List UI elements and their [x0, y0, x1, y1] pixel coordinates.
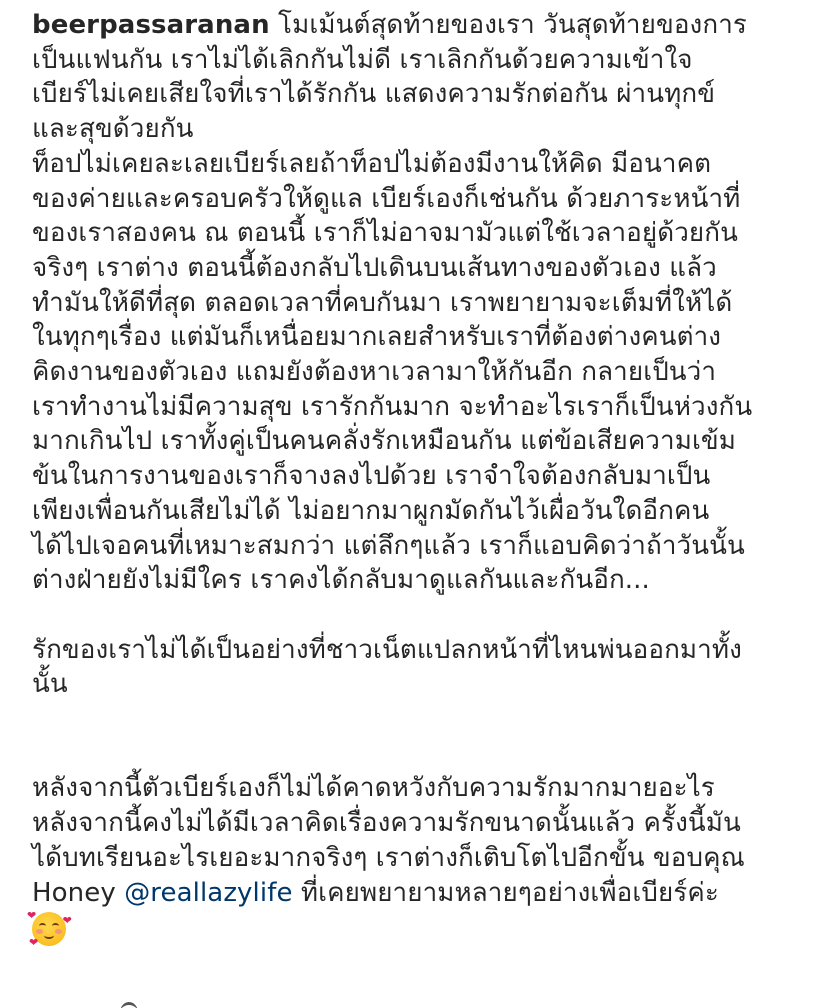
caption-line: หลังจากนี้ตัวเบียร์เองก็ไม่ได้คาดหวังกับความรักมากมายอะไร: [32, 773, 715, 804]
caption-line: ในทุกๆเรื่อง แต่มันก็เหนื่อยมากเลยสำหรับเราที่ต้องต่างคนต่าง: [32, 322, 722, 353]
caption-line: [32, 876, 802, 911]
post-caption: [27, 8, 802, 950]
paragraph-spacer: [32, 737, 802, 772]
caption-line: เพียงเพื่อนกันเสียไม่ได้ ไม่อยากมาผูกมัดกันไว้เผื่อวันใดอีกคน: [32, 495, 710, 526]
caption-line: [32, 8, 802, 43]
caption-line: ได้บทเรียนอะไรเยอะมากจริงๆ เราต่างก็เติบโตไปอีกขั้น ขอบคุณ: [32, 842, 745, 873]
caption-line: มากเกินไป เราทั้งคู่เป็นคนคลั่งรักเหมือนกัน แต่ข้อเสียความเข้ม: [32, 426, 737, 457]
caption-line: ต่างฝ่ายยังไม่มีใคร เราคงได้กลับมาดูแลกันและกันอีก...: [32, 565, 650, 596]
caption-line: ของเราสองคน ณ ตอนนี้ เราก็ไม่อาจมามัวแต่ใช้เวลาอยู่ด้วยกัน: [32, 218, 738, 249]
caption-line: นั้น: [32, 669, 68, 700]
caption-line: [27, 909, 802, 950]
caption-line: รักของเราไม่ได้เป็นอย่างที่ชาวเน็ตแปลกหน้าที่ไหนพ่นออกมาทั้ง: [32, 634, 742, 665]
caption-text: ที่เคยพยายามหลายๆอย่างเพื่อเบียร์ค่ะ: [292, 877, 719, 908]
cropped-text-fragment: [120, 1000, 160, 1008]
caption-line: จริงๆ เราต่าง ตอนนี้ต้องกลับไปเดินบนเส้นทางของตัวเอง แล้ว: [32, 252, 717, 283]
caption-line: ของค่ายและครอบครัวให้ดูแล เบียร์เองก็เช่นกัน ด้วยภาระหน้าที่: [32, 183, 741, 214]
username-link[interactable]: beerpassaranan: [32, 10, 270, 40]
caption-line: เป็นแฟนกัน เราไม่ได้เลิกกันไม่ดี เราเลิกกันด้วยความเข้าใจ: [32, 44, 693, 75]
caption-line: และสุขด้วยกัน: [32, 114, 194, 145]
smiling-face-with-hearts-icon: ❤ ❤ ❤: [27, 909, 72, 950]
caption-line: หลังจากนี้คงไม่ได้มีเวลาคิดเรื่องความรักขนาดนั้นแล้ว ครั้งนี้มัน: [32, 808, 741, 839]
caption-line: ท็อปไม่เคยละเลยเบียร์เลยถ้าท็อปไม่ต้องมีงานให้คิด มีอนาคต: [32, 148, 712, 179]
caption-text: โมเม้นต์สุดท้ายของเรา วันสุดท้ายของการ: [269, 10, 747, 40]
caption-text: Honey: [32, 877, 125, 908]
caption-line: ข้นในการงานของเราก็จางลงไปด้วย เราจำใจต้องกลับมาเป็น: [32, 461, 711, 492]
paragraph-spacer: [32, 702, 802, 737]
caption-line: เบียร์ไม่เคยเสียใจที่เราได้รักกัน แสดงความรักต่อกัน ผ่านทุกข์: [32, 79, 716, 110]
paragraph-spacer: [32, 598, 802, 633]
caption-line: เราทำงานไม่มีความสุข เรารักกันมาก จะทำอะไรเราก็เป็นห่วงกัน: [32, 391, 753, 422]
caption-line: คิดงานของตัวเอง แถมยังต้องหาเวลามาให้กันอีก กลายเป็นว่า: [32, 357, 717, 388]
mention-link[interactable]: @reallazylife: [124, 877, 293, 908]
caption-line: ทำมันให้ดีที่สุด ตลอดเวลาที่คบกันมา เราพยายามจะเต็มที่ให้ได้: [32, 287, 733, 318]
caption-line: ได้ไปเจอคนที่เหมาะสมกว่า แต่ลึกๆแล้ว เราก็แอบคิดว่าถ้าวันนั้น: [32, 530, 745, 561]
